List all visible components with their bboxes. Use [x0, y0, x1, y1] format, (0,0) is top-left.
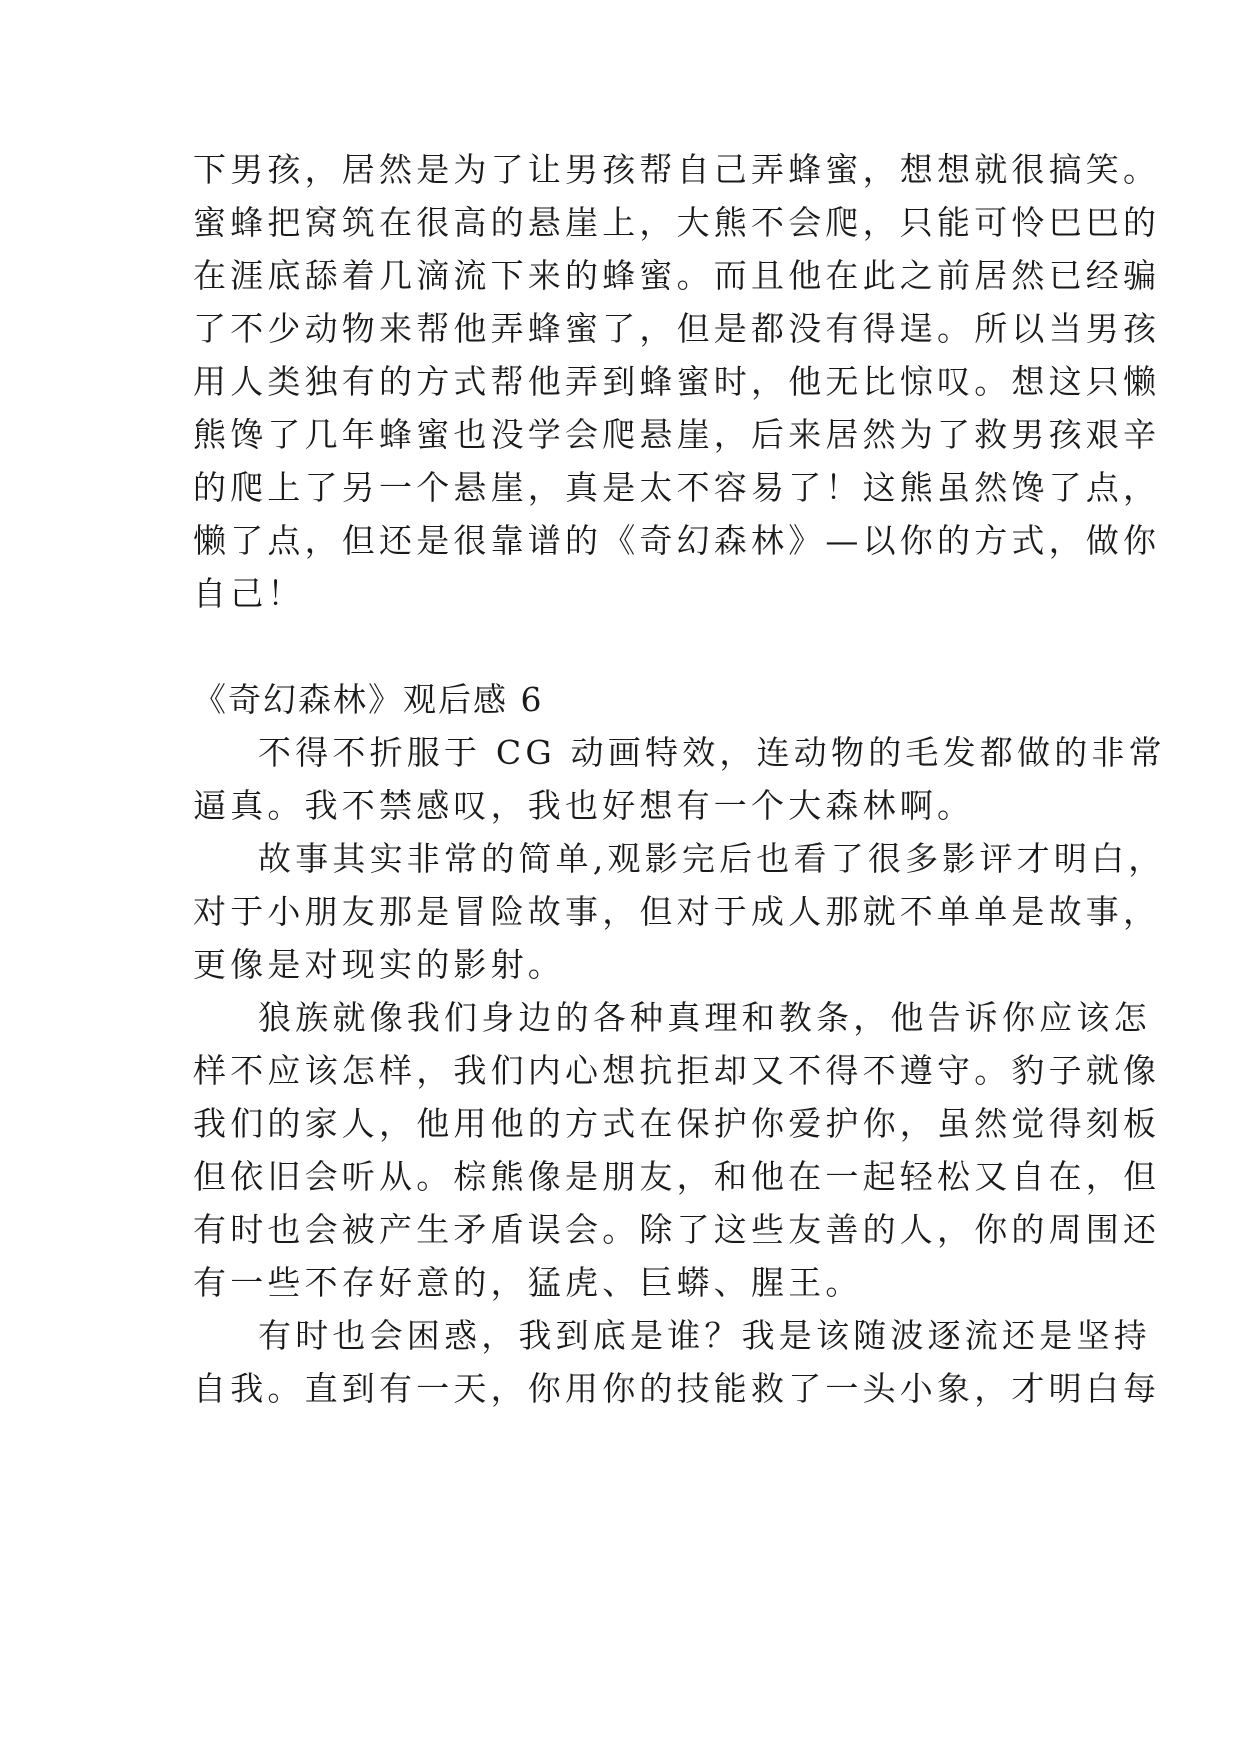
paragraph-3-line-6: 有一些不存好意的，猛虎、巨蟒、腥王。 — [193, 1263, 863, 1302]
paragraph-2-line-1: 故事其实非常的简单,观影完后也看了很多影评才明白， — [258, 839, 1166, 878]
continuation-line-6: 熊馋了几年蜂蜜也没学会爬悬崖，后来居然为了救男孩艰辛 — [193, 415, 1161, 454]
continuation-line-2: 蜜蜂把窝筑在很高的悬崖上，大熊不会爬，只能可怜巴巴的 — [193, 203, 1161, 242]
section-title: 《奇幻森林》观后感 6 — [193, 680, 544, 719]
paragraph-4-line-2: 自我。直到有一天，你用你的技能救了一头小象，才明白每 — [193, 1369, 1161, 1408]
continuation-line-1: 下男孩，居然是为了让男孩帮自己弄蜂蜜，想想就很搞笑。 — [193, 150, 1161, 189]
continuation-line-7: 的爬上了另一个悬崖，真是太不容易了！这熊虽然馋了点， — [193, 468, 1161, 507]
continuation-line-4: 了不少动物来帮他弄蜂蜜了，但是都没有得逞。所以当男孩 — [193, 309, 1161, 348]
paragraph-3-line-5: 有时也会被产生矛盾误会。除了这些友善的人，你的周围还 — [193, 1210, 1161, 1249]
continuation-line-9: 自己！ — [193, 574, 305, 613]
continuation-line-5: 用人类独有的方式帮他弄到蜂蜜时，他无比惊叹。想这只懒 — [193, 362, 1161, 401]
continuation-line-3: 在涯底舔着几滴流下来的蜂蜜。而且他在此之前居然已经骗 — [193, 256, 1161, 295]
paragraph-3-line-3: 我们的家人，他用他的方式在保护你爱护你，虽然觉得刻板 — [193, 1104, 1161, 1143]
paragraph-4-line-1: 有时也会困惑，我到底是谁？我是该随波逐流还是坚持 — [258, 1316, 1151, 1355]
paragraph-3-line-1: 狼族就像我们身边的各种真理和教条，他告诉你应该怎 — [258, 998, 1151, 1037]
paragraph-2-line-3: 更像是对现实的影射。 — [193, 945, 565, 984]
paragraph-1-line-1: 不得不折服于 CG 动画特效，连动物的毛发都做的非常 — [258, 733, 1166, 772]
paragraph-3-line-2: 样不应该怎样，我们内心想抗拒却又不得不遵守。豹子就像 — [193, 1051, 1161, 1090]
paragraph-3-line-4: 但依旧会听从。棕熊像是朋友，和他在一起轻松又自在，但 — [193, 1157, 1161, 1196]
continuation-line-8: 懒了点，但还是很靠谱的《奇幻森林》—以你的方式，做你 — [193, 521, 1161, 560]
paragraph-1-line-2: 逼真。我不禁感叹，我也好想有一个大森林啊。 — [193, 786, 975, 825]
paragraph-2-line-2: 对于小朋友那是冒险故事，但对于成人那就不单单是故事， — [193, 892, 1161, 931]
